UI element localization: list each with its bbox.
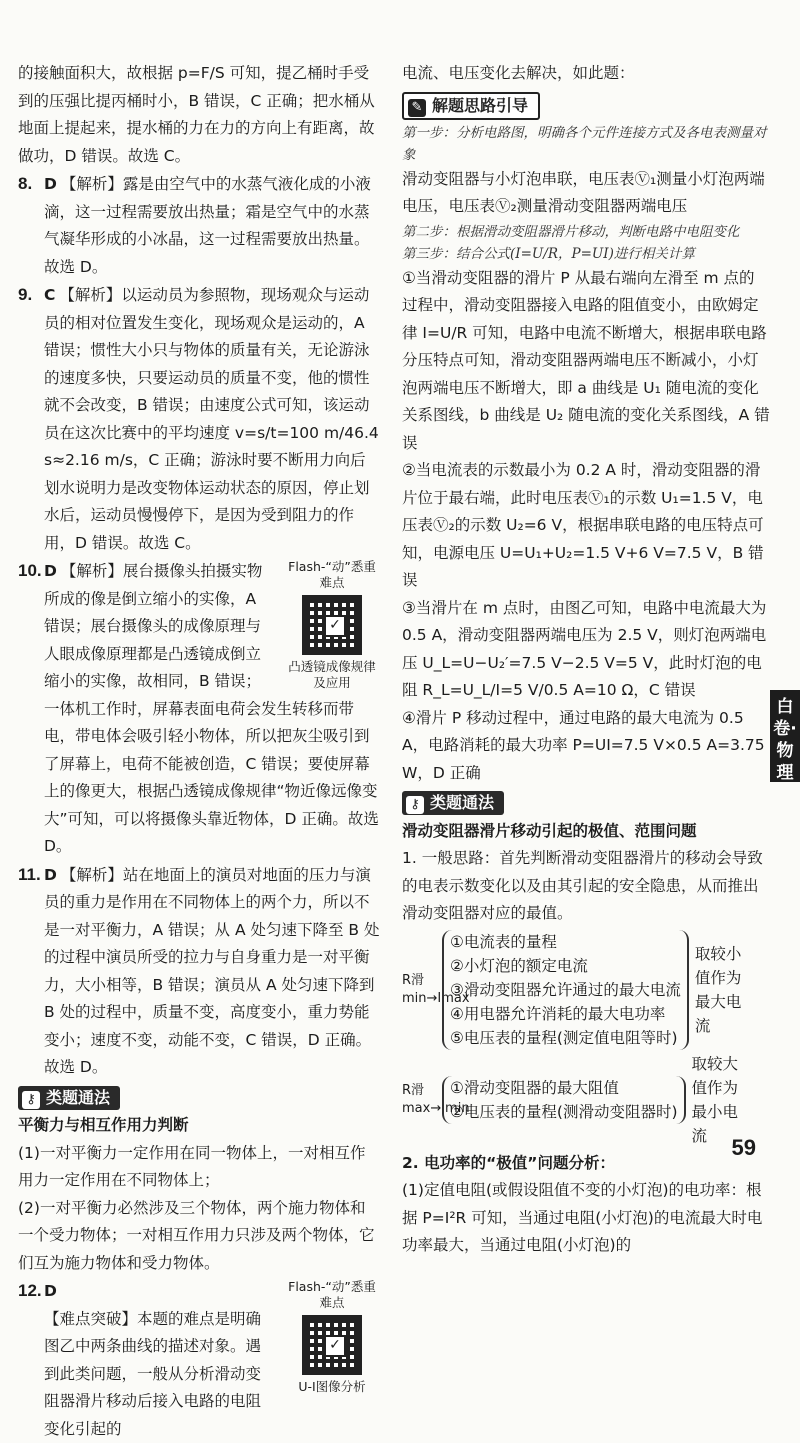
qr-caption-bottom: U-I图像分析: [298, 1379, 366, 1394]
qr-caption-top: Flash-“动”悉重难点: [288, 559, 376, 590]
pencil-icon: ✎: [408, 99, 426, 117]
tip-line: (1)一对平衡力一定作用在同一物体上，一对相互作用力一定作用在不同物体上；: [18, 1143, 366, 1189]
intro-paragraph: 的接触面积大，故根据 p=F/S 可知，提乙桶时手受到的压强比提丙桶时小，B 错误，C 正确；把水桶从地面上提起来，提水桶的力在力的方向上有距离，故做功，D 错误。故选 C。: [18, 64, 375, 165]
brace-item: ①滑动变阻器的最大阻值: [450, 1078, 619, 1097]
qr-caption-top: Flash-“动”悉重难点: [288, 1279, 376, 1310]
question-8: [18, 170, 380, 281]
brace-min-current: [402, 1052, 770, 1148]
brace-result: 取较小值作为最大电流: [694, 944, 742, 1035]
brace-condition: R滑max→Imin: [402, 1082, 470, 1116]
qr-code-icon[interactable]: [302, 1315, 362, 1375]
side-tab: 白卷·物理: [770, 690, 800, 782]
brace-condition: R滑min→Imax: [402, 972, 470, 1006]
answer-letter: D: [44, 1282, 57, 1300]
analysis-point: ②当电流表的示数最小为 0.2 A 时，滑动变阻器的滑片位于最右端，此时电压表Ⓥ₁的示数 U₁=1.5 V，电压表Ⓥ₂的示数 U₂=6 V，根据串联电路的电压特点可知，电源电压 U=U₁+U₂=1.5 V+6 V=7.5 V，B 错误: [402, 461, 764, 589]
question-number: 11.: [18, 864, 41, 884]
tip-line: (2)一对平衡力必然涉及三个物体，两个施力物体和一个受力物体；一对相互作用力只涉及两个物体，它们互为施力物体和受力物体。: [18, 1198, 375, 1272]
power-text: (1)定值电阻(或假设阻值不变的小灯泡)的电功率：根据 P=I²R 可知，当通过电阻(小灯泡)的电流最大时电功率最大，当通过电阻(小灯泡)的: [402, 1181, 763, 1254]
step-3: 第三步：结合公式(I=U/R，P=UI)进行相关计算: [402, 245, 695, 262]
answer-letter: D: [44, 562, 57, 580]
question-text: 【难点突破】本题的难点是明确图乙中两条曲线的描述对象。遇到此类问题，一般从分析滑动变阻器滑片移动后接入电路的电阻变化引起的: [44, 1309, 262, 1438]
brace-item: ②小灯泡的额定电流: [450, 956, 588, 975]
qr-code-icon[interactable]: [302, 595, 362, 655]
left-column: [18, 60, 380, 1443]
qr-block: [284, 1279, 380, 1395]
lead-text: 电流、电压变化去解决，如此题：: [402, 64, 635, 82]
question-11: [18, 861, 380, 1082]
topic-title: 滑动变阻器滑片移动引起的极值、范围问题: [402, 821, 697, 840]
brace-list: [442, 1076, 686, 1124]
answer-letter: D: [44, 865, 57, 884]
check-icon: ✓: [324, 1335, 346, 1357]
question-9: [18, 281, 380, 557]
question-text: 【解析】以运动员为参照物，现场观众与运动员的相对位置发生变化，现场观众是运动的，A 错误；惯性大小只与物体的质量有关，无论游泳的速度多快，只要运动员的质量不变，他的惯性就不会改变，B 错误；由速度公式可知，该运动员在这次比赛中的平均速度 v=s/t=100 m/46.4 s≈2.16 m/s，C 正确；游泳时要不断用力向后划水说明力是改变物体运动状态的原因，停止划水后，运动员慢慢停下，是因为受到阻力的作用，D 错误。故选 C。: [44, 286, 379, 552]
brace-result: 取较大值作为最小电流: [691, 1054, 739, 1145]
qr-caption-bottom: 凸透镜成像规律及应用: [288, 659, 376, 690]
page-number: 59: [731, 1135, 756, 1160]
step-2: 第二步：根据滑动变阻器滑片移动，判断电路中电阻变化: [402, 223, 740, 240]
question-number: 12.: [18, 1281, 42, 1300]
analysis-point: ①当滑动变阻器的滑片 P 从最右端向左滑至 m 点的过程中，滑动变阻器接入电路的阻值变小，由欧姆定律 I=U/R 可知，电路中电流不断增大，根据串联电路分压特点可知，滑动变阻器两端电压不断减小，小灯泡两端电压不断增大，即 a 曲线是 U₁ 随电流的变化关系图线，b 曲线是 U₂ 随电流的变化关系图线，A 错误: [402, 268, 770, 452]
guide-badge: ✎ 解题思路引导: [402, 92, 540, 120]
brace-max-current: [402, 930, 770, 1050]
right-column: [402, 60, 770, 1260]
analysis-point: ③当滑片在 m 点时，由图乙可知，电路中电流最大为 0.5 A，滑动变阻器两端电压为 2.5 V，则灯泡两端电压 U_L=U−U₂′=7.5 V−2.5 V=5 V，此时灯泡的电阻 R_L=U_L/I=5 V/0.5 A=10 Ω，C 错误: [402, 598, 767, 699]
brace-item: ⑤电压表的量程(测定值电阻等时): [450, 1028, 678, 1047]
question-text: 【解析】展台摄像头拍摄实物所成的像是倒立缩小的实像，A 错误；展台摄像头的成像原理与人眼成像原理都是凸透镜成倒立缩小的实像，故相同，B 错误；一体机工作时，屏幕表面电荷会发生转移而带电，带电体会吸引轻小物体，所以把灰尘吸引到了屏幕上，电荷不能被创造，C 错误；要使屏幕上的像更大，根据凸透镜成像规律“物近像远像变大”可知，可以将摄像头靠近物体，D 正确。故选 D。: [44, 562, 379, 855]
question-text: 【解析】露是由空气中的水蒸气液化成的小液滴，这一过程需要放出热量；霜是空气中的水蒸气凝华形成的小冰晶，这一过程需要放出热量。故选 D。: [44, 175, 371, 276]
question-12: [18, 1277, 380, 1443]
general-approach: 1. 一般思路：首先判断滑动变阻器滑片的移动会导致的电表示数变化以及由其引起的安全隐患，从而推出滑动变阻器对应的最值。: [402, 849, 763, 922]
step-1-text: 滑动变阻器与小灯泡串联，电压表Ⓥ₁测量小灯泡两端电压，电压表Ⓥ₂测量滑动变阻器两端电压: [402, 169, 765, 215]
method-badge: ⚷ 类题通法: [18, 1086, 120, 1110]
tip-title: 平衡力与相互作用力判断: [18, 1116, 189, 1134]
answer-letter: C: [44, 286, 56, 304]
brace-list: [442, 930, 689, 1050]
brace-item: ②电压表的量程(测滑动变阻器时): [450, 1102, 678, 1121]
question-10: [18, 557, 380, 861]
key-icon: ⚷: [22, 1091, 40, 1109]
question-number: 8.: [18, 174, 33, 193]
brace-item: ①电流表的量程: [450, 932, 557, 951]
question-text: 【解析】站在地面上的演员对地面的压力与演员的重力是作用在不同物体上的两个力，所以不是一对平衡力，A 错误；从 A 处匀速下降至 B 处的过程中演员所受的拉力与自身重力是一对平衡力，大小相等，B 错误；演员从 A 处匀速下降到 B 处的过程中，质量不变，高度变小，重力势能变小；速度不变，动能不变，C 错误，D 正确。故选 D。: [44, 865, 380, 1076]
method-badge: ⚷ 类题通法: [402, 791, 504, 815]
brace-item: ③滑动变阻器允许通过的最大电流: [450, 980, 681, 999]
question-number: 9.: [18, 285, 33, 304]
power-title: 2. 电功率的“极值”问题分析：: [402, 1153, 615, 1172]
question-number: 10.: [18, 561, 42, 580]
key-icon: ⚷: [406, 796, 424, 814]
qr-block: [284, 559, 380, 691]
brace-item: ④用电器允许消耗的最大电功率: [450, 1004, 666, 1023]
step-1: 第一步：分析电路图，明确各个元件连接方式及各电表测量对象: [402, 124, 767, 163]
check-icon: ✓: [324, 615, 346, 637]
analysis-point: ④滑片 P 移动过程中，通过电路的最大电流为 0.5 A，电路消耗的最大功率 P=UI=7.5 V×0.5 A=3.75 W，D 正确: [402, 708, 765, 782]
answer-letter: D: [44, 175, 57, 193]
